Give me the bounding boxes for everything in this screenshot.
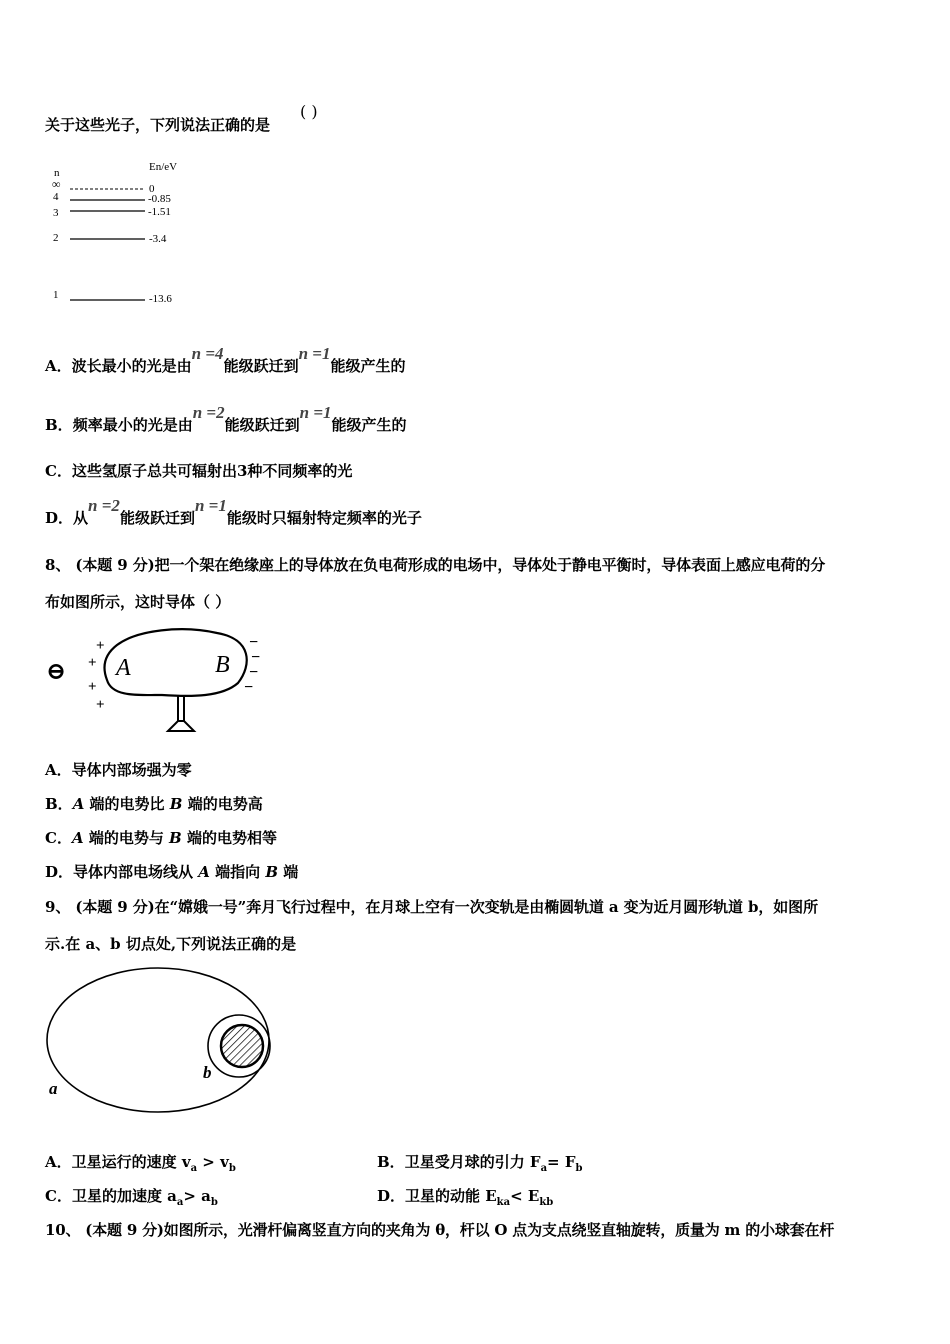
- math-n2: n =2: [88, 496, 120, 515]
- math-n4: n =4: [191, 344, 224, 363]
- level-n-4: 4: [53, 191, 59, 203]
- level-n-inf: ∞: [52, 177, 61, 191]
- stand-base: [168, 721, 194, 731]
- level-e-inf: 0: [149, 183, 155, 195]
- orbit-b-label: b: [203, 1063, 212, 1082]
- level-e-4: -0.85: [148, 193, 171, 205]
- conductor-figure: [42, 625, 282, 735]
- n-axis-label: n: [54, 167, 60, 179]
- negative-charge-icon: ⊖: [46, 659, 67, 685]
- minus-sign: −: [251, 649, 261, 666]
- q9-stem-line1: 9、 (本题 9 分)在“嫦娥一号”奔月飞行过程中，在月球上空有一次变轨是由椭圆轨道 a 变为近月圆形轨道 b，如图所: [45, 898, 818, 916]
- q8-stem-line1: 8、 (本题 9 分)把一个架在绝缘座上的导体放在负电荷形成的电场中，导体处于静电平衡时，导体表面上感应电荷的分: [45, 556, 826, 574]
- level-n-3: 3: [53, 207, 59, 219]
- plus-sign: +: [96, 697, 105, 713]
- minus-sign: −: [249, 664, 259, 681]
- q7-option-b: B．频率最小的光是由n =2能级跃迁到n =1能级产生的: [45, 403, 407, 434]
- math-n1: n =1: [194, 496, 227, 515]
- q8-option-c: C．A 端的电势与 B 端的电势相等: [45, 829, 277, 847]
- q7-option-c: C．这些氢原子总共可辐射出3种不同频率的光: [45, 462, 353, 480]
- level-n-2: 2: [53, 232, 59, 244]
- intro-text: 关于这些光子，下列说法正确的是: [45, 116, 271, 134]
- q9-option-b: B．卫星受月球的引力 $F_a= F_b$: [377, 1153, 583, 1174]
- energy-level-diagram: [45, 155, 245, 315]
- math-n1: n =1: [298, 344, 331, 363]
- q8-option-a: A．导体内部场强为零: [45, 761, 192, 779]
- level-e-3: -1.51: [148, 206, 171, 218]
- math-n1: n =1: [299, 403, 332, 422]
- level-e-2: -3.4: [149, 233, 167, 245]
- minus-sign: −: [249, 634, 259, 651]
- q9-stem-line2: 示.在 a、b 切点处,下列说法正确的是: [45, 935, 297, 953]
- moon: [221, 1025, 263, 1067]
- q7-option-d: D．从n =2能级跃迁到n =1能级时只辐射特定频率的光子: [45, 496, 422, 527]
- plus-sign: +: [88, 655, 97, 671]
- q7-option-a: A．波长最小的光是由n =4能级跃迁到n =1能级产生的: [45, 344, 406, 375]
- minus-sign: −: [244, 679, 254, 696]
- orbit-a-label: a: [49, 1079, 58, 1098]
- end-a-label: A: [116, 655, 131, 681]
- plus-sign: +: [96, 638, 105, 654]
- q9-option-a: A．卫星运行的速度 $v_a > v_b$: [45, 1153, 236, 1174]
- q8-option-d: D．导体内部电场线从 A 端指向 B 端: [45, 863, 299, 881]
- level-e-1: -13.6: [149, 293, 172, 305]
- q9-option-c: C．卫星的加速度 $a_a> a_b$: [45, 1187, 218, 1208]
- orbit-figure: [42, 966, 282, 1116]
- q9-option-d: D．卫星的动能 $E_{ka}< E_{kb}$: [377, 1187, 554, 1208]
- q8-option-b: B．A 端的电势比 B 端的电势高: [45, 795, 263, 813]
- answer-paren: ( ): [300, 102, 318, 121]
- level-n-1: 1: [53, 289, 59, 301]
- plus-sign: +: [88, 679, 97, 695]
- q10-stem-line1: 10、 (本题 9 分)如图所示，光滑杆偏离竖直方向的夹角为 θ，杆以 O 点为支点绕竖直轴旋转，质量为 m 的小球套在杆: [45, 1221, 835, 1239]
- energy-axis-label: En/eV: [149, 161, 178, 173]
- intro-line: [45, 115, 270, 135]
- q8-stem-line2: 布如图所示，这时导体（ ）: [45, 593, 231, 611]
- math-n2: n =2: [192, 403, 225, 422]
- end-b-label: B: [215, 652, 230, 678]
